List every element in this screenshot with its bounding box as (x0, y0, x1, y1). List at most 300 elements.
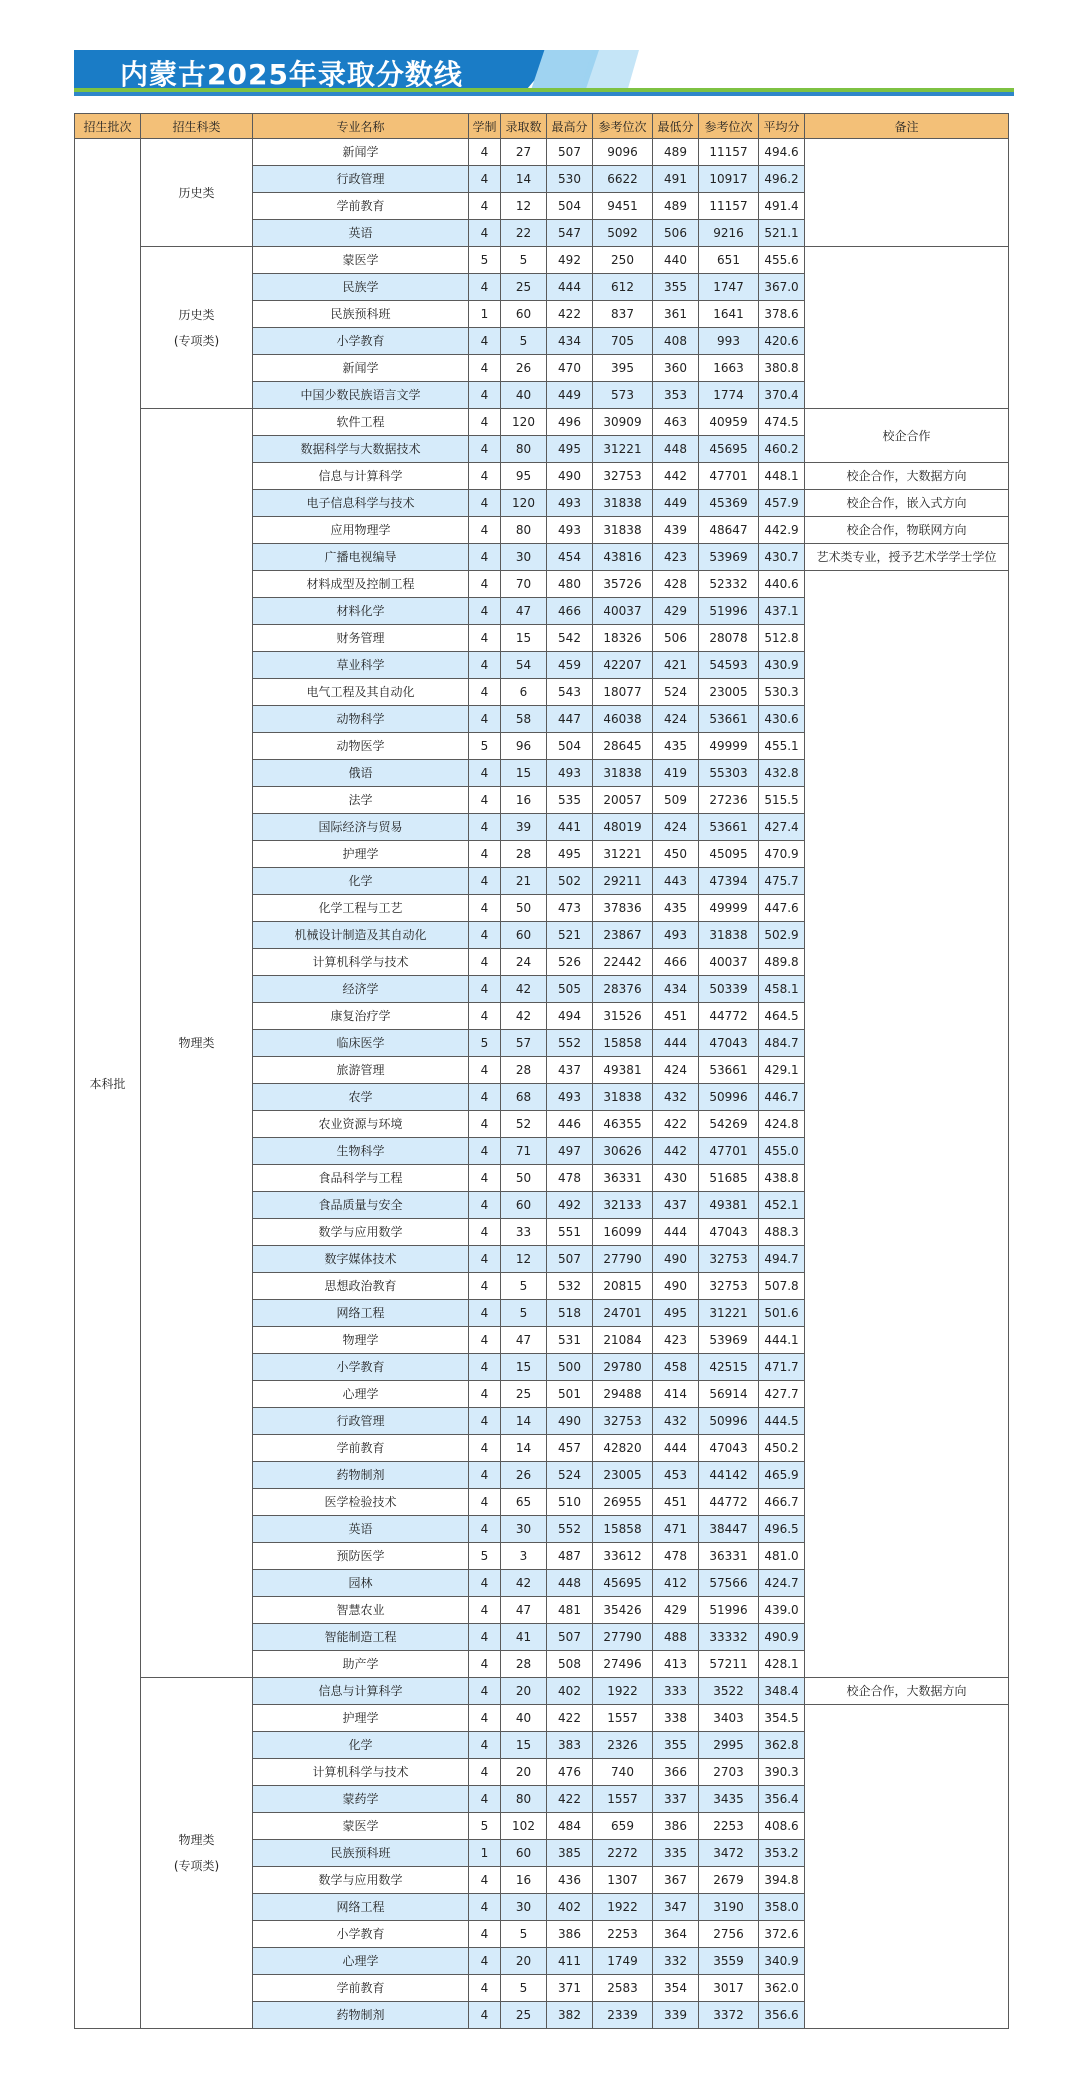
years-cell: 4 (469, 1408, 501, 1435)
min-rank-cell: 11157 (699, 193, 759, 220)
header-remarks: 备注 (805, 114, 1009, 139)
major-name-cell: 医学检验技术 (253, 1489, 469, 1516)
max-rank-cell: 837 (593, 301, 653, 328)
years-cell: 4 (469, 1570, 501, 1597)
major-name-cell: 食品科学与工程 (253, 1165, 469, 1192)
min-score-cell: 419 (653, 760, 699, 787)
major-name-cell: 蒙医学 (253, 1813, 469, 1840)
max-score-cell: 476 (547, 1759, 593, 1786)
admitted-cell: 25 (501, 1381, 547, 1408)
admitted-cell: 5 (501, 1975, 547, 2002)
min-score-cell: 429 (653, 1597, 699, 1624)
max-rank-cell: 1557 (593, 1705, 653, 1732)
header-major: 专业名称 (253, 114, 469, 139)
max-rank-cell: 18326 (593, 625, 653, 652)
max-score-cell: 459 (547, 652, 593, 679)
max-score-cell: 508 (547, 1651, 593, 1678)
max-rank-cell: 6622 (593, 166, 653, 193)
max-rank-cell: 35426 (593, 1597, 653, 1624)
avg-score-cell: 424.7 (759, 1570, 805, 1597)
min-rank-cell: 53661 (699, 1057, 759, 1084)
major-name-cell: 临床医学 (253, 1030, 469, 1057)
min-score-cell: 347 (653, 1894, 699, 1921)
header-batch: 招生批次 (75, 114, 141, 139)
years-cell: 4 (469, 1111, 501, 1138)
admitted-cell: 28 (501, 1651, 547, 1678)
max-rank-cell: 1922 (593, 1894, 653, 1921)
major-name-cell: 新闻学 (253, 355, 469, 382)
admitted-cell: 15 (501, 1354, 547, 1381)
min-score-cell: 424 (653, 706, 699, 733)
years-cell: 4 (469, 1975, 501, 2002)
major-name-cell: 数学与应用数学 (253, 1219, 469, 1246)
min-score-cell: 333 (653, 1678, 699, 1705)
max-score-cell: 436 (547, 1867, 593, 1894)
years-cell: 4 (469, 2002, 501, 2029)
max-rank-cell: 395 (593, 355, 653, 382)
years-cell: 5 (469, 1813, 501, 1840)
avg-score-cell: 488.3 (759, 1219, 805, 1246)
table-row (75, 247, 1009, 274)
min-rank-cell: 44142 (699, 1462, 759, 1489)
major-name-cell: 法学 (253, 787, 469, 814)
max-score-cell: 371 (547, 1975, 593, 2002)
years-cell: 4 (469, 1732, 501, 1759)
major-name-cell: 食品质量与安全 (253, 1192, 469, 1219)
admitted-cell: 50 (501, 895, 547, 922)
admitted-cell: 41 (501, 1624, 547, 1651)
max-score-cell: 535 (547, 787, 593, 814)
admitted-cell: 20 (501, 1759, 547, 1786)
min-rank-cell: 33332 (699, 1624, 759, 1651)
min-rank-cell: 28078 (699, 625, 759, 652)
admitted-cell: 20 (501, 1678, 547, 1705)
max-score-cell: 552 (547, 1030, 593, 1057)
max-rank-cell: 1557 (593, 1786, 653, 1813)
max-score-cell: 543 (547, 679, 593, 706)
avg-score-cell: 455.1 (759, 733, 805, 760)
years-cell: 4 (469, 517, 501, 544)
max-score-cell: 532 (547, 1273, 593, 1300)
min-score-cell: 440 (653, 247, 699, 274)
admitted-cell: 5 (501, 1300, 547, 1327)
min-rank-cell: 31221 (699, 1300, 759, 1327)
major-name-cell: 学前教育 (253, 1975, 469, 2002)
avg-score-cell: 427.7 (759, 1381, 805, 1408)
max-rank-cell: 45695 (593, 1570, 653, 1597)
major-name-cell: 数据科学与大数据技术 (253, 436, 469, 463)
max-score-cell: 500 (547, 1354, 593, 1381)
max-score-cell: 493 (547, 760, 593, 787)
years-cell: 4 (469, 1435, 501, 1462)
max-rank-cell: 2272 (593, 1840, 653, 1867)
min-score-cell: 506 (653, 625, 699, 652)
min-rank-cell: 27236 (699, 787, 759, 814)
min-score-cell: 432 (653, 1408, 699, 1435)
years-cell: 4 (469, 274, 501, 301)
admitted-cell: 12 (501, 1246, 547, 1273)
min-rank-cell: 40959 (699, 409, 759, 436)
admitted-cell: 28 (501, 841, 547, 868)
min-rank-cell: 47701 (699, 1138, 759, 1165)
admitted-cell: 120 (501, 409, 547, 436)
years-cell: 4 (469, 1300, 501, 1327)
major-name-cell: 智慧农业 (253, 1597, 469, 1624)
min-score-cell: 424 (653, 814, 699, 841)
avg-score-cell: 515.5 (759, 787, 805, 814)
admitted-cell: 40 (501, 1705, 547, 1732)
min-rank-cell: 38447 (699, 1516, 759, 1543)
min-score-cell: 422 (653, 1111, 699, 1138)
years-cell: 4 (469, 1759, 501, 1786)
max-rank-cell: 24701 (593, 1300, 653, 1327)
max-score-cell: 510 (547, 1489, 593, 1516)
category-name: 历史类 (178, 307, 215, 322)
min-rank-cell: 54269 (699, 1111, 759, 1138)
min-score-cell: 355 (653, 1732, 699, 1759)
min-score-cell: 360 (653, 355, 699, 382)
admitted-cell: 5 (501, 1921, 547, 1948)
years-cell: 4 (469, 1705, 501, 1732)
min-score-cell: 471 (653, 1516, 699, 1543)
years-cell: 4 (469, 1246, 501, 1273)
major-name-cell: 蒙医学 (253, 247, 469, 274)
min-score-cell: 444 (653, 1435, 699, 1462)
admitted-cell: 26 (501, 355, 547, 382)
admitted-cell: 68 (501, 1084, 547, 1111)
years-cell: 1 (469, 301, 501, 328)
avg-score-cell: 507.8 (759, 1273, 805, 1300)
avg-score-cell: 440.6 (759, 571, 805, 598)
max-rank-cell: 29780 (593, 1354, 653, 1381)
max-rank-cell: 36331 (593, 1165, 653, 1192)
max-score-cell: 446 (547, 1111, 593, 1138)
years-cell: 4 (469, 814, 501, 841)
avg-score-cell: 437.1 (759, 598, 805, 625)
avg-score-cell: 438.8 (759, 1165, 805, 1192)
years-cell: 4 (469, 922, 501, 949)
avg-score-cell: 444.1 (759, 1327, 805, 1354)
avg-score-cell: 501.6 (759, 1300, 805, 1327)
max-score-cell: 402 (547, 1894, 593, 1921)
max-rank-cell: 705 (593, 328, 653, 355)
min-rank-cell: 50339 (699, 976, 759, 1003)
avg-score-cell: 362.0 (759, 1975, 805, 2002)
admitted-cell: 47 (501, 1597, 547, 1624)
min-rank-cell: 57211 (699, 1651, 759, 1678)
years-cell: 4 (469, 949, 501, 976)
min-rank-cell: 36331 (699, 1543, 759, 1570)
major-name-cell: 网络工程 (253, 1894, 469, 1921)
category-subname: (专项类) (173, 333, 220, 348)
avg-score-cell: 429.1 (759, 1057, 805, 1084)
avg-score-cell: 470.9 (759, 841, 805, 868)
min-rank-cell: 2995 (699, 1732, 759, 1759)
min-rank-cell: 3559 (699, 1948, 759, 1975)
table-row (75, 409, 1009, 436)
avg-score-cell: 458.1 (759, 976, 805, 1003)
max-rank-cell: 31838 (593, 490, 653, 517)
min-rank-cell: 47701 (699, 463, 759, 490)
max-rank-cell: 29488 (593, 1381, 653, 1408)
years-cell: 4 (469, 868, 501, 895)
min-score-cell: 424 (653, 1057, 699, 1084)
min-score-cell: 463 (653, 409, 699, 436)
min-rank-cell: 1747 (699, 274, 759, 301)
years-cell: 4 (469, 1273, 501, 1300)
max-rank-cell: 31221 (593, 436, 653, 463)
max-score-cell: 487 (547, 1543, 593, 1570)
max-rank-cell: 15858 (593, 1516, 653, 1543)
remark-cell (805, 1705, 1009, 2029)
admitted-cell: 30 (501, 1894, 547, 1921)
avg-score-cell: 512.8 (759, 625, 805, 652)
max-score-cell: 447 (547, 706, 593, 733)
admitted-cell: 15 (501, 625, 547, 652)
min-score-cell: 491 (653, 166, 699, 193)
avg-score-cell: 356.6 (759, 2002, 805, 2029)
admitted-cell: 58 (501, 706, 547, 733)
min-score-cell: 450 (653, 841, 699, 868)
major-name-cell: 行政管理 (253, 166, 469, 193)
major-name-cell: 计算机科学与技术 (253, 1759, 469, 1786)
min-score-cell: 353 (653, 382, 699, 409)
min-rank-cell: 48647 (699, 517, 759, 544)
avg-score-cell: 530.3 (759, 679, 805, 706)
min-score-cell: 421 (653, 652, 699, 679)
min-score-cell: 366 (653, 1759, 699, 1786)
max-rank-cell: 42207 (593, 652, 653, 679)
max-rank-cell: 49381 (593, 1057, 653, 1084)
max-score-cell: 422 (547, 1786, 593, 1813)
min-score-cell: 489 (653, 193, 699, 220)
max-rank-cell: 22442 (593, 949, 653, 976)
major-name-cell: 民族学 (253, 274, 469, 301)
max-score-cell: 501 (547, 1381, 593, 1408)
avg-score-cell: 380.8 (759, 355, 805, 382)
avg-score-cell: 394.8 (759, 1867, 805, 1894)
min-score-cell: 489 (653, 139, 699, 166)
avg-score-cell: 448.1 (759, 463, 805, 490)
avg-score-cell: 378.6 (759, 301, 805, 328)
major-name-cell: 心理学 (253, 1948, 469, 1975)
admitted-cell: 14 (501, 1435, 547, 1462)
header-admitted: 录取数 (501, 114, 547, 139)
max-rank-cell: 46355 (593, 1111, 653, 1138)
header-max-rank: 参考位次 (593, 114, 653, 139)
avg-score-cell: 424.8 (759, 1111, 805, 1138)
admitted-cell: 70 (501, 571, 547, 598)
avg-score-cell: 475.7 (759, 868, 805, 895)
max-rank-cell: 42820 (593, 1435, 653, 1462)
major-name-cell: 草业科学 (253, 652, 469, 679)
min-score-cell: 364 (653, 1921, 699, 1948)
max-rank-cell: 1307 (593, 1867, 653, 1894)
min-score-cell: 495 (653, 1300, 699, 1327)
min-rank-cell: 9216 (699, 220, 759, 247)
min-rank-cell: 49381 (699, 1192, 759, 1219)
admitted-cell: 14 (501, 1408, 547, 1435)
min-rank-cell: 32753 (699, 1246, 759, 1273)
admitted-cell: 5 (501, 328, 547, 355)
max-rank-cell: 28645 (593, 733, 653, 760)
major-name-cell: 数字媒体技术 (253, 1246, 469, 1273)
admitted-cell: 30 (501, 1516, 547, 1543)
years-cell: 5 (469, 1543, 501, 1570)
major-name-cell: 化学 (253, 1732, 469, 1759)
major-name-cell: 药物制剂 (253, 1462, 469, 1489)
major-name-cell: 民族预科班 (253, 301, 469, 328)
max-score-cell: 547 (547, 220, 593, 247)
header-years: 学制 (469, 114, 501, 139)
max-rank-cell: 30626 (593, 1138, 653, 1165)
avg-score-cell: 490.9 (759, 1624, 805, 1651)
max-rank-cell: 21084 (593, 1327, 653, 1354)
min-rank-cell: 2679 (699, 1867, 759, 1894)
min-score-cell: 435 (653, 895, 699, 922)
min-rank-cell: 44772 (699, 1489, 759, 1516)
min-rank-cell: 45095 (699, 841, 759, 868)
max-rank-cell: 43816 (593, 544, 653, 571)
admitted-cell: 6 (501, 679, 547, 706)
admitted-cell: 60 (501, 301, 547, 328)
major-name-cell: 药物制剂 (253, 2002, 469, 2029)
admitted-cell: 15 (501, 760, 547, 787)
major-name-cell: 广播电视编导 (253, 544, 469, 571)
avg-score-cell: 372.6 (759, 1921, 805, 1948)
admitted-cell: 28 (501, 1057, 547, 1084)
min-score-cell: 488 (653, 1624, 699, 1651)
major-name-cell: 网络工程 (253, 1300, 469, 1327)
avg-score-cell: 432.8 (759, 760, 805, 787)
min-score-cell: 437 (653, 1192, 699, 1219)
min-score-cell: 335 (653, 1840, 699, 1867)
major-name-cell: 园林 (253, 1570, 469, 1597)
avg-score-cell: 457.9 (759, 490, 805, 517)
max-rank-cell: 15858 (593, 1030, 653, 1057)
remark-cell: 校企合作 (805, 409, 1009, 463)
max-rank-cell: 573 (593, 382, 653, 409)
category-cell (141, 409, 253, 1678)
major-name-cell: 动物医学 (253, 733, 469, 760)
min-rank-cell: 40037 (699, 949, 759, 976)
avg-score-cell: 428.1 (759, 1651, 805, 1678)
min-score-cell: 490 (653, 1246, 699, 1273)
major-name-cell: 化学工程与工艺 (253, 895, 469, 922)
major-name-cell: 行政管理 (253, 1408, 469, 1435)
min-score-cell: 337 (653, 1786, 699, 1813)
years-cell: 4 (469, 895, 501, 922)
avg-score-cell: 442.9 (759, 517, 805, 544)
admitted-cell: 20 (501, 1948, 547, 1975)
years-cell: 5 (469, 247, 501, 274)
major-name-cell: 电气工程及其自动化 (253, 679, 469, 706)
min-rank-cell: 57566 (699, 1570, 759, 1597)
max-rank-cell: 18077 (593, 679, 653, 706)
major-name-cell: 民族预科班 (253, 1840, 469, 1867)
admitted-cell: 60 (501, 1192, 547, 1219)
max-score-cell: 493 (547, 517, 593, 544)
min-rank-cell: 47043 (699, 1030, 759, 1057)
max-rank-cell: 31838 (593, 517, 653, 544)
min-score-cell: 408 (653, 328, 699, 355)
max-score-cell: 437 (547, 1057, 593, 1084)
min-score-cell: 451 (653, 1489, 699, 1516)
avg-score-cell: 455.6 (759, 247, 805, 274)
years-cell: 4 (469, 1354, 501, 1381)
max-score-cell: 422 (547, 1705, 593, 1732)
min-score-cell: 449 (653, 490, 699, 517)
min-rank-cell: 3472 (699, 1840, 759, 1867)
admitted-cell: 96 (501, 733, 547, 760)
major-name-cell: 数学与应用数学 (253, 1867, 469, 1894)
max-score-cell: 490 (547, 463, 593, 490)
years-cell: 4 (469, 1462, 501, 1489)
remark-cell: 校企合作，物联网方向 (805, 517, 1009, 544)
min-rank-cell: 47043 (699, 1435, 759, 1462)
min-score-cell: 478 (653, 1543, 699, 1570)
major-name-cell: 信息与计算科学 (253, 1678, 469, 1705)
admitted-cell: 47 (501, 598, 547, 625)
admitted-cell: 26 (501, 1462, 547, 1489)
avg-score-cell: 358.0 (759, 1894, 805, 1921)
min-rank-cell: 47394 (699, 868, 759, 895)
min-score-cell: 355 (653, 274, 699, 301)
major-name-cell: 电子信息科学与技术 (253, 490, 469, 517)
admitted-cell: 14 (501, 166, 547, 193)
min-score-cell: 361 (653, 301, 699, 328)
min-score-cell: 443 (653, 868, 699, 895)
max-rank-cell: 27790 (593, 1624, 653, 1651)
category-name: 物理类 (178, 1036, 215, 1050)
max-rank-cell: 659 (593, 1813, 653, 1840)
max-score-cell: 480 (547, 571, 593, 598)
major-name-cell: 护理学 (253, 1705, 469, 1732)
major-name-cell: 农业资源与环境 (253, 1111, 469, 1138)
major-name-cell: 小学教育 (253, 1921, 469, 1948)
years-cell: 4 (469, 193, 501, 220)
admitted-cell: 15 (501, 1732, 547, 1759)
years-cell: 4 (469, 544, 501, 571)
major-name-cell: 思想政治教育 (253, 1273, 469, 1300)
min-score-cell: 434 (653, 976, 699, 1003)
max-rank-cell: 32753 (593, 1408, 653, 1435)
category-name: 历史类 (178, 185, 215, 200)
min-rank-cell: 10917 (699, 166, 759, 193)
category-cell (141, 247, 253, 409)
min-rank-cell: 55303 (699, 760, 759, 787)
min-rank-cell: 23005 (699, 679, 759, 706)
major-name-cell: 信息与计算科学 (253, 463, 469, 490)
min-score-cell: 428 (653, 571, 699, 598)
major-name-cell: 材料成型及控制工程 (253, 571, 469, 598)
max-rank-cell: 23867 (593, 922, 653, 949)
min-rank-cell: 651 (699, 247, 759, 274)
admitted-cell: 16 (501, 1867, 547, 1894)
max-score-cell: 454 (547, 544, 593, 571)
min-score-cell: 442 (653, 463, 699, 490)
avg-score-cell: 496.2 (759, 166, 805, 193)
years-cell: 4 (469, 625, 501, 652)
max-rank-cell: 612 (593, 274, 653, 301)
min-rank-cell: 53661 (699, 706, 759, 733)
min-rank-cell: 54593 (699, 652, 759, 679)
max-rank-cell: 35726 (593, 571, 653, 598)
min-score-cell: 448 (653, 436, 699, 463)
avg-score-cell: 420.6 (759, 328, 805, 355)
min-score-cell: 413 (653, 1651, 699, 1678)
max-rank-cell: 31838 (593, 760, 653, 787)
